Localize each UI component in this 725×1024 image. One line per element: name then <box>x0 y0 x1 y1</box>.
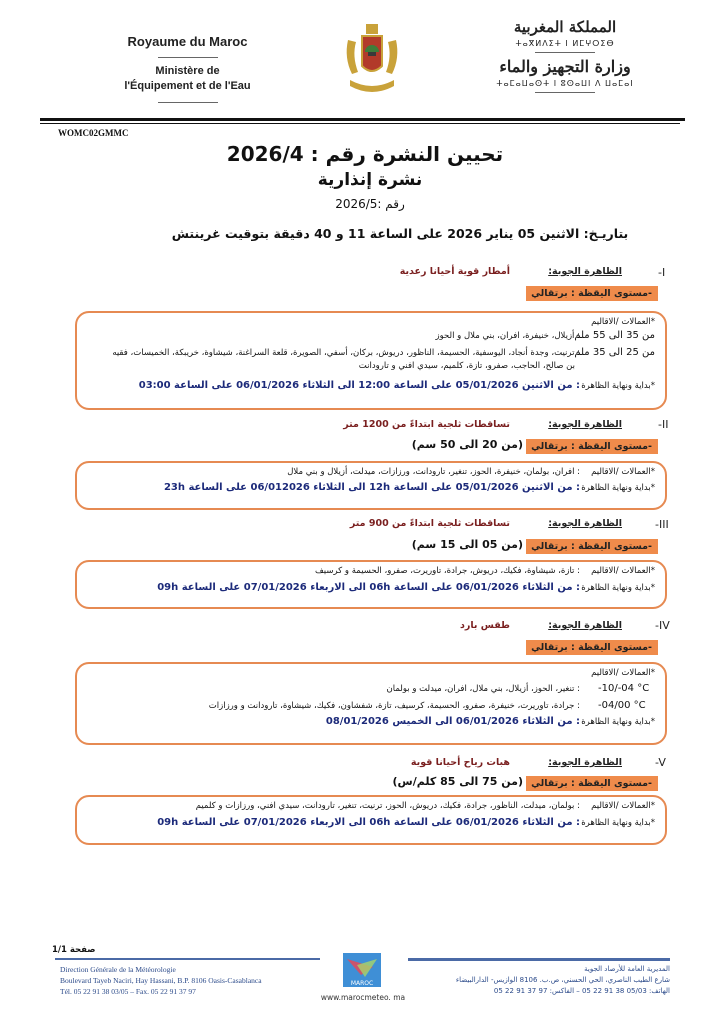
phenomenon-value: هبات رياح أحيانا قوية <box>410 757 510 768</box>
ar-ministry-title: وزارة التجهيز والماء <box>499 57 631 76</box>
wind-range: (من 75 الى 85 كلم/س) <box>392 775 523 788</box>
royal-emblem-icon <box>342 22 402 98</box>
update-title: تحيين النشرة رقم : 2026/4 <box>226 142 504 166</box>
header-rule-thin <box>40 123 680 124</box>
vigilance-level-badge: -مستوى اليقظة : برتقالي <box>526 776 658 791</box>
section-number: -III <box>655 518 669 531</box>
phenomenon-label: الظاهرة الجوية: <box>548 518 622 529</box>
footer-phone-fr: Tél. 05 22 91 38 03/05 – Fax. 05 22 91 37 97 <box>60 987 196 996</box>
vigilance-level-badge: -مستوى اليقظة : برتقالي <box>526 439 658 454</box>
amount-range: من 25 الى 35 ملم <box>574 347 655 358</box>
phenomenon-value: تساقطات ثلجية ابتداءً من 900 متر <box>349 518 510 529</box>
period-value: : من الاثنين 05/01/2026 على الساعة 12:00 الى الثلاثاء 06/01/2026 على الساعة 03:00 <box>138 380 580 391</box>
provinces-list: : تازة، شيشاوة، فكيك، دريوش، جرادة، تاوريرت، صفرو، الحسيمة و كرسيف <box>315 566 580 576</box>
vigilance-level-badge: -مستوى اليقظة : برتقالي <box>526 539 658 554</box>
phenomenon-label: الظاهرة الجوية: <box>548 757 622 768</box>
footer-address-fr: Boulevard Tayeb Naciri, Hay Hassani, B.P. 8106 Oasis-Casablanca <box>60 976 262 985</box>
fr-kingdom-title: Royaume du Maroc <box>127 34 248 49</box>
tifinagh-kingdom: ⵜⴰⴳⵍⴷⵉⵜ ⵏ ⵍⵎⵖⵔⵉⴱ <box>515 39 615 48</box>
mountains <box>368 52 376 56</box>
snow-range: (من 05 الى 15 سم) <box>411 538 523 551</box>
footer-org-fr: Direction Générale de la Météorologie <box>60 965 176 974</box>
provinces-list: : بولمان، ميدلت، الناظور، جرادة، فكيك، دريوش، الحوز، ترنيت، تنغير، تارودانت، سيدي افني، ورزازات و كلميم <box>195 801 580 811</box>
period-value: : من الاثنين 05/01/2026 على الساعة 12h الى الثلاثاء 06/012026 على الساعة 23h <box>163 482 580 493</box>
temperature-range: -04/00 °C <box>598 700 646 711</box>
phenomenon-value: تساقطات ثلجية ابتداءً من 1200 متر <box>343 419 510 430</box>
period-value: : من الثلاثاء 06/01/2026 الى الخميس 08/01/2026 <box>325 716 580 727</box>
footer-address-ar: شارع الطيب الناصري، الحي الحسني، ص.ب. 8106 الوازيس- الدارالبيضاء <box>455 976 670 984</box>
bulletin-date: بتاريـخ: الاثنين 05 يناير 2026 على الساعة 11 و 40 دقيقة بتوقيت غرينتش <box>171 226 629 241</box>
fr-ministry-line1: Ministère de <box>155 65 220 77</box>
section-number: -I <box>658 266 666 279</box>
lion-right <box>386 40 397 74</box>
lion-left <box>347 40 358 74</box>
french-header <box>100 34 275 109</box>
arabic-header <box>490 18 640 97</box>
provinces-label: *العمالات /الاقاليم <box>591 566 655 576</box>
provinces-label: *العمالات /الاقاليم <box>591 801 655 811</box>
footer-org-ar: المديرية العامة للأرصاد الجوية <box>584 965 670 973</box>
footer-rule-left <box>55 958 320 960</box>
footer-arabic-address <box>408 964 670 997</box>
temperature-range: -10/-04 °C <box>598 683 650 694</box>
period-value: : من الثلاثاء 06/01/2026 على الساعة 06h الى الاربعاء 07/01/2026 على الساعة 09h <box>157 582 580 593</box>
start-end-label: *بداية ونهاية الظاهرة <box>581 583 655 593</box>
footer-rule-right <box>408 958 670 961</box>
provinces-label: *العمالات /الاقاليم <box>591 317 655 327</box>
logo-text: MAROC <box>350 980 374 987</box>
start-end-label: *بداية ونهاية الظاهرة <box>581 818 655 828</box>
website-link[interactable]: www.marocmeteo. ma <box>320 993 406 1002</box>
start-end-label: *بداية ونهاية الظاهرة <box>581 381 655 391</box>
provinces-list: : أزيلال، خنيفرة، افران، بني ملال و الحوز <box>435 331 580 341</box>
start-end-label: *بداية ونهاية الظاهرة <box>581 717 655 727</box>
provinces-list: : جرادة، تاوريرت، خنيفرة، صفرو، الحسيمة، كرسيف، تازة، شفشاون، فكيك، شيشاوة، تارودانت و ورزازات <box>208 701 580 711</box>
phenomenon-label: الظاهرة الجوية: <box>548 266 622 277</box>
provinces-label: *العمالات /الاقاليم <box>591 668 655 678</box>
snow-range: (من 20 الى 50 سم) <box>411 438 523 451</box>
phenomenon-value: أمطار قوية أحيانا رعدية <box>399 266 510 277</box>
header-rule <box>40 118 685 121</box>
provinces-list: : ترنيت، وجدة أنجاد، اليوسفية، الحسيمة، الناظور، دريوش، بركان، أسفي، الصويرة، قلعة السراغنة، شيشاوة، خريبكة، الخميسات، فقيه <box>112 348 580 358</box>
bulletin-number: رقم :2026/5 <box>335 197 405 211</box>
phenomenon-label: الظاهرة الجوية: <box>548 620 622 631</box>
footer-french-address <box>60 964 262 997</box>
provinces-list: : افران، بولمان، خنيفرة، الحوز، تنغير، تارودانت، ورزازات، ميدلت، أزيلال و بني ملال <box>287 467 580 477</box>
tifinagh-ministry: ⵜⴰⵎⴰⵡⴰⵙⵜ ⵏ ⵓⵙⴰⵡⵏ ⴷ ⵡⴰⵎⴰⵏ <box>496 79 634 88</box>
vigilance-level-badge: -مستوى اليقظة : برتقالي <box>526 286 658 301</box>
divider <box>535 92 595 93</box>
divider <box>158 57 218 58</box>
page-number: صفحة 1/1 <box>52 945 96 955</box>
banner <box>350 80 394 92</box>
section-number: -V <box>655 756 666 769</box>
phenomenon-label: الظاهرة الجوية: <box>548 419 622 430</box>
fr-ministry-line2: l'Équipement et de l'Eau <box>124 80 251 92</box>
period-value: : من الثلاثاء 06/01/2026 على الساعة 06h الى الاربعاء 07/01/2026 على الساعة 09h <box>157 817 580 828</box>
start-end-label: *بداية ونهاية الظاهرة <box>581 483 655 493</box>
marocmeteo-logo-icon <box>343 953 381 987</box>
section-number: -II <box>658 418 669 431</box>
ar-kingdom-title: المملكة المغربية <box>513 18 617 36</box>
provinces-list: : تنغير، الحوز، أزيلال، بني ملال، افران، ميدلت و بولمان <box>386 684 580 694</box>
phenomenon-value: طقس بارد <box>459 620 510 631</box>
provinces-label: *العمالات /الاقاليم <box>591 467 655 477</box>
divider <box>158 102 218 103</box>
divider <box>535 52 595 53</box>
provinces-list-continued: بن صالح، الحاجب، صفرو، تازة، كلميم، سيدي افني و تارودانت <box>358 361 575 371</box>
vigilance-level-badge: -مستوى اليقظة : برتقالي <box>526 640 658 655</box>
amount-range: من 35 الى 55 ملم <box>574 330 655 341</box>
footer-phone-ar: الهاتف: 05/03 38 91 22 05 – الفاكس: 97 37 91 22 05 <box>493 987 670 995</box>
crown <box>366 24 378 34</box>
bulletin-type: نشرة إنذارية <box>317 170 423 190</box>
document-code: WOMC02GMMC <box>58 128 129 138</box>
section-number: -IV <box>655 619 670 632</box>
